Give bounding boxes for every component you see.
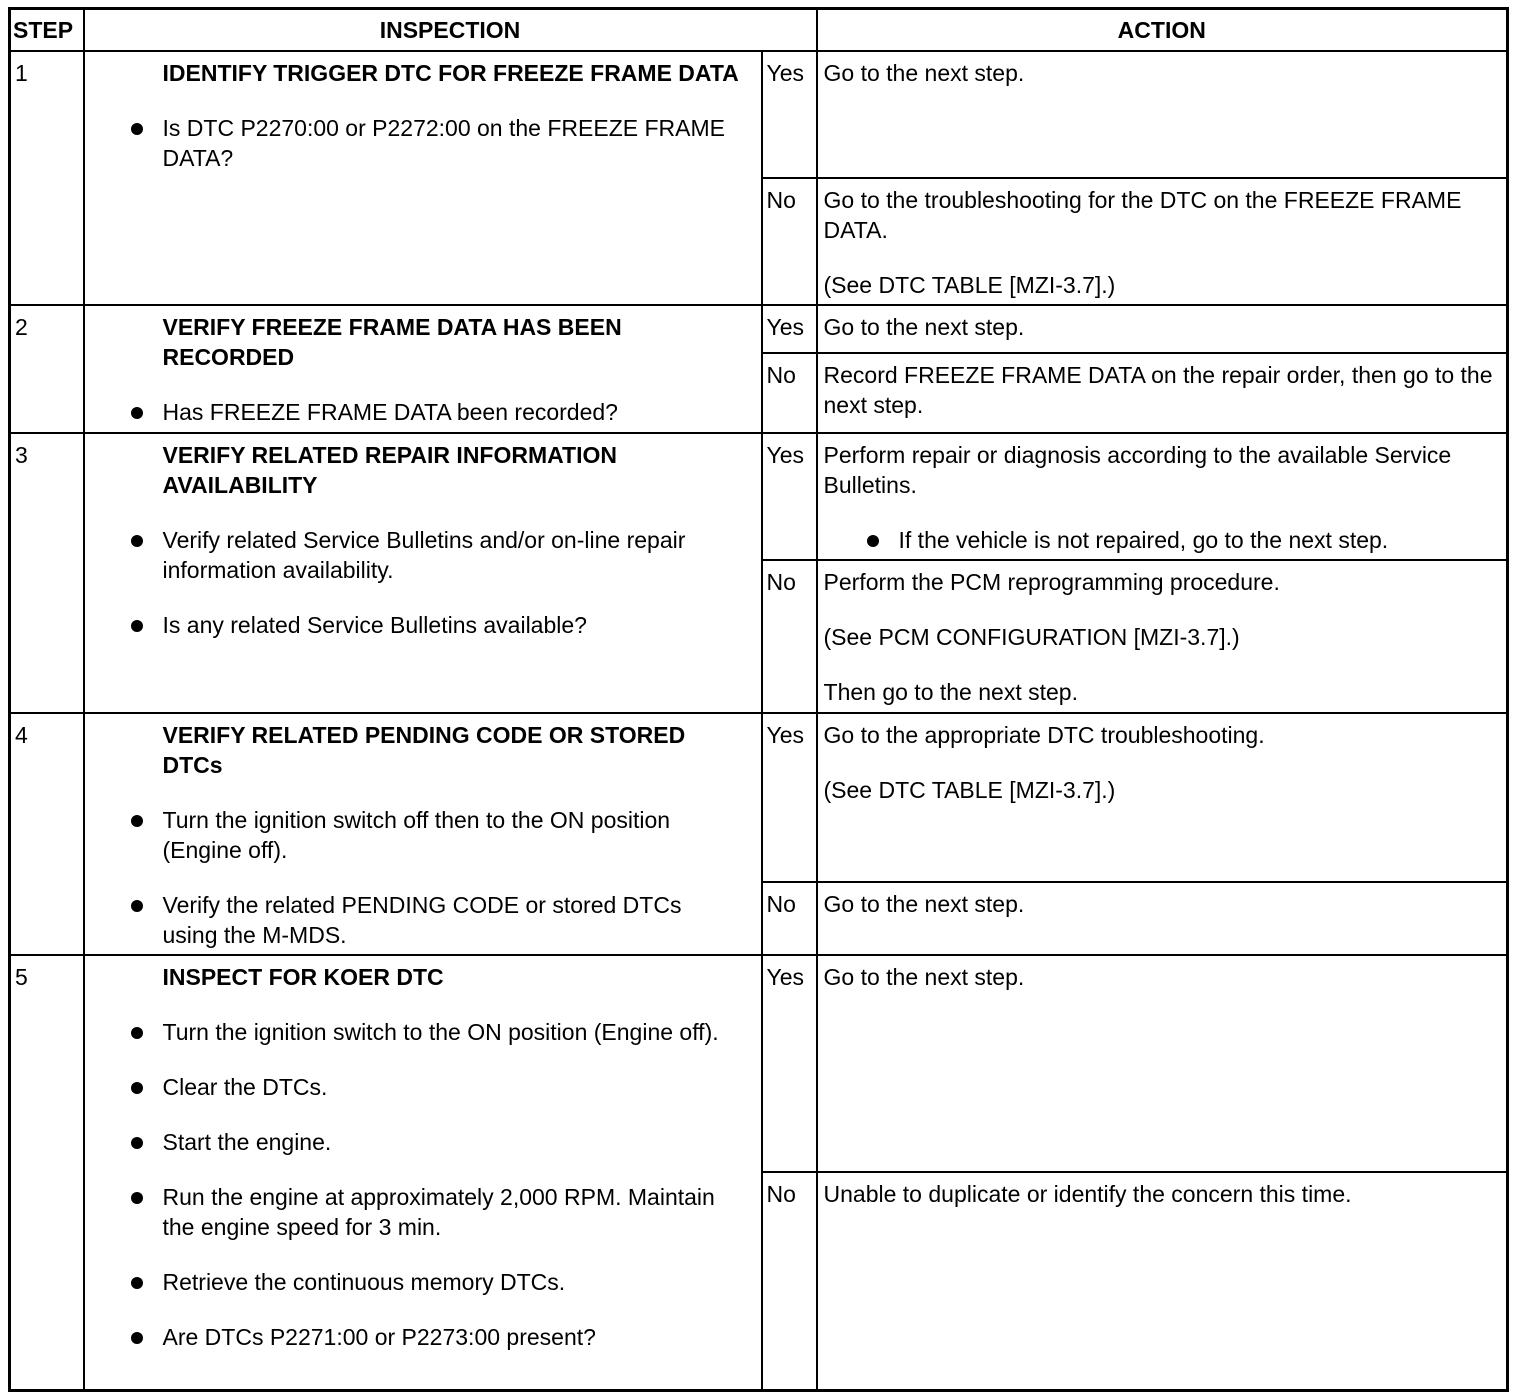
inspection-bullet: Run the engine at approximately 2,000 RPM. Maintain the engine speed for 3 min. [163, 1182, 741, 1242]
bullet-icon [867, 535, 879, 547]
action-no [817, 353, 1508, 433]
inspection-bullet: Turn the ignition switch off then to the ON position (Engine off). [163, 805, 741, 865]
inspection-bullet: Verify related Service Bulletins and/or on-line repair information availability. [163, 525, 741, 585]
bullet-icon [131, 815, 143, 827]
inspection-title: VERIFY RELATED REPAIR INFORMATION AVAILABILITY [162, 442, 617, 498]
action-reference: (See DTC TABLE [MZI-3.7].) [823, 777, 1116, 803]
inspection-title: VERIFY RELATED PENDING CODE OR STORED DTCs [162, 722, 686, 778]
answer-yes: Yes [762, 51, 817, 178]
action-text: Then go to the next step. [823, 679, 1078, 705]
header-step: STEP [10, 9, 84, 52]
answer-yes: Yes [762, 305, 817, 353]
bullet-icon [131, 620, 143, 632]
answer-no: No [762, 1172, 817, 1390]
action-yes [817, 433, 1508, 560]
action-no [817, 178, 1508, 305]
bullet-icon [131, 1082, 143, 1094]
action-yes [817, 305, 1508, 353]
inspection-cell [84, 433, 762, 713]
diagnostic-procedure [8, 7, 1506, 1350]
answer-yes: Yes [762, 713, 817, 882]
step-number: 1 [10, 51, 84, 305]
inspection-cell [84, 51, 762, 305]
bullet-icon [131, 407, 143, 419]
inspection-bullet: Clear the DTCs. [163, 1072, 741, 1102]
step-number: 4 [10, 713, 84, 955]
inspection-bullet: Start the engine. [163, 1127, 741, 1157]
inspection-bullet: Are DTCs P2271:00 or P2273:00 present? [163, 1322, 741, 1352]
action-reference: (See DTC TABLE [MZI-3.7].) [823, 272, 1116, 298]
inspection-bullet: Retrieve the continuous memory DTCs. [163, 1267, 741, 1297]
header-action: ACTION [817, 9, 1508, 52]
bullet-icon [131, 535, 143, 547]
action-text: Go to the next step. [823, 60, 1025, 86]
answer-no: No [762, 353, 817, 433]
inspection-cell [84, 305, 762, 433]
inspection-title: INSPECT FOR KOER DTC [162, 964, 444, 990]
step-4-yes-row [10, 713, 1508, 882]
action-yes [817, 51, 1508, 178]
action-no [817, 560, 1508, 713]
answer-yes: Yes [762, 955, 817, 1172]
bullet-icon [131, 1027, 143, 1039]
action-text: Perform repair or diagnosis according to the available Service Bulletins. [823, 442, 1452, 498]
step-number: 3 [10, 433, 84, 713]
action-text: Record FREEZE FRAME DATA on the repair order, then go to the next step. [823, 362, 1493, 418]
step-1-yes-row [10, 51, 1508, 178]
inspection-cell [84, 713, 762, 955]
step-3-yes-row [10, 433, 1508, 560]
inspection-bullet: Has FREEZE FRAME DATA been recorded? [163, 397, 741, 427]
action-text: Go to the troubleshooting for the DTC on the FREEZE FRAME DATA. [823, 187, 1462, 243]
action-no [817, 1172, 1508, 1390]
action-yes [817, 713, 1508, 882]
action-yes [817, 955, 1508, 1172]
step-number: 2 [10, 305, 84, 433]
step-5-yes-row [10, 955, 1508, 1172]
inspection-title: IDENTIFY TRIGGER DTC FOR FREEZE FRAME DATA [162, 60, 739, 86]
step-number: 5 [10, 955, 84, 1390]
action-text: Go to the next step. [823, 314, 1025, 340]
action-text: Go to the next step. [823, 964, 1025, 990]
action-text: Unable to duplicate or identify the concern this time. [823, 1181, 1352, 1207]
header-inspection: INSPECTION [84, 9, 817, 52]
bullet-icon [131, 1137, 143, 1149]
action-reference: (See PCM CONFIGURATION [MZI-3.7].) [823, 624, 1240, 650]
answer-no: No [762, 560, 817, 713]
bullet-icon [131, 123, 143, 135]
inspection-bullet: Verify the related PENDING CODE or stored DTCs using the M-MDS. [163, 890, 741, 950]
action-text: Go to the next step. [823, 891, 1025, 917]
diagnostic-table [8, 7, 1509, 1392]
inspection-bullet: Turn the ignition switch to the ON position (Engine off). [163, 1017, 741, 1047]
bullet-icon [131, 1332, 143, 1344]
inspection-title: VERIFY FREEZE FRAME DATA HAS BEEN RECORDED [162, 314, 622, 370]
step-2-yes-row [10, 305, 1508, 353]
action-text: Go to the appropriate DTC troubleshooting. [823, 722, 1265, 748]
bullet-icon [131, 1277, 143, 1289]
bullet-icon [131, 900, 143, 912]
answer-yes: Yes [762, 433, 817, 560]
inspection-cell [84, 955, 762, 1390]
action-text: Perform the PCM reprogramming procedure. [823, 569, 1280, 595]
inspection-bullet: Is any related Service Bulletins available? [163, 610, 741, 640]
action-sub-bullet: If the vehicle is not repaired, go to the next step. [899, 525, 1499, 555]
answer-no: No [762, 882, 817, 955]
bullet-icon [131, 1192, 143, 1204]
answer-no: No [762, 178, 817, 305]
inspection-bullet: Is DTC P2270:00 or P2272:00 on the FREEZE FRAME DATA? [163, 113, 741, 173]
action-no [817, 882, 1508, 955]
header-row [10, 9, 1508, 52]
